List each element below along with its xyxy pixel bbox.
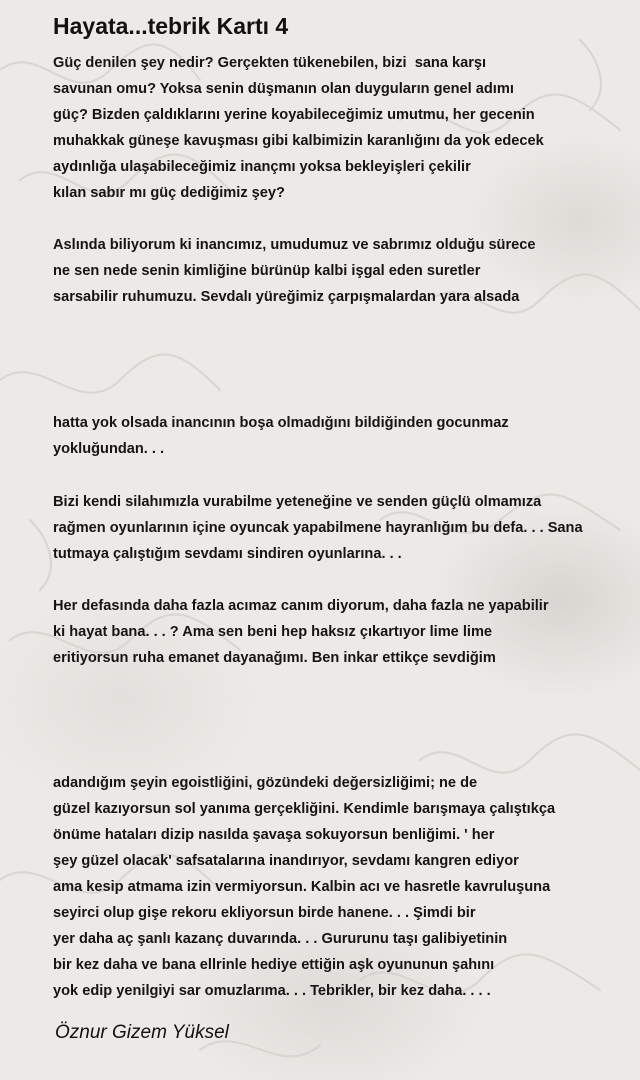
poem-line: güç? Bizden çaldıklarını yerine koyabileceğimiz umutmu, her gecenin bbox=[53, 107, 535, 123]
poem-line: yer daha aç şanlı kazanç duvarında. . . Gururunu taşı galibiyetinin bbox=[53, 931, 508, 947]
poem-line: sarsabilir ruhumuzu. Sevdalı yüreğimiz çarpışmalardan yara alsada bbox=[53, 289, 520, 305]
poem-line: ne sen nede senin kimliğine bürünüp kalbi işgal eden suretler bbox=[53, 263, 481, 279]
poem-line: savunan omu? Yoksa senin düşmanın olan duyguların genel adımı bbox=[53, 81, 514, 97]
poem-line: yok edip yenilgiyi sar omuzlarıma. . . Tebrikler, bir kez daha. . . . bbox=[53, 983, 491, 999]
poem-line: ki hayat bana. . . ? Ama sen beni hep haksız çıkartıyor lime lime bbox=[53, 624, 493, 640]
poem-line: aydınlığa ulaşabileceğimiz inançmı yoksa bekleyişleri çekilir bbox=[53, 159, 471, 175]
poem-line: bir kez daha ve bana ellrinle hediye ettiğin aşk oyununun şahını bbox=[53, 957, 495, 973]
poem-line: Aslında biliyorum ki inancımız, umudumuz ve sabrımız olduğu sürece bbox=[53, 237, 536, 253]
poem-line: tutmaya çalıştığım sevdamı sindiren oyunlarına. . . bbox=[53, 546, 402, 562]
poem-line: Bizi kendi silahımızla vurabilme yeteneğine ve senden güçlü olmamıza bbox=[53, 494, 542, 510]
poem-line: seyirci olup gişe rekoru ekliyorsun birde hanene. . . Şimdi bir bbox=[53, 905, 476, 921]
poem-line: muhakkak güneşe kavuşması gibi kalbimizin karanlığını da yok edecek bbox=[53, 133, 544, 149]
poem-line: Güç denilen şey nedir? Gerçekten tükenebilen, bizi sana karşı bbox=[53, 55, 487, 71]
poem-line: ama kesip atmama izin vermiyorsun. Kalbin acı ve hasretle kavruluşuna bbox=[53, 879, 551, 895]
poem-line: yokluğundan. . . bbox=[53, 441, 165, 457]
poem-line: önüme hataları dizip nasılda şavaşa sokuyorsun benliğimi. ' her bbox=[53, 827, 495, 843]
poem-line: hatta yok olsada inancının boşa olmadığını bildiğinden gocunmaz bbox=[53, 415, 509, 431]
poem-line: rağmen oyunlarının içine oyuncak yapabilmene hayranlığım bu defa. . . Sana bbox=[53, 520, 583, 536]
poem-line: eritiyorsun ruha emanet dayanağımı. Ben inkar ettikçe sevdiğim bbox=[53, 650, 496, 666]
poem-line: kılan sabır mı güç dediğimiz şey? bbox=[53, 185, 285, 201]
poem-line: adandığım şeyin egoistliğini, gözündeki değersizliğimi; ne de bbox=[53, 775, 478, 791]
poem-line: güzel kazıyorsun sol yanıma gerçekliğini. Kendimle barışmaya çalıştıkça bbox=[53, 801, 556, 817]
poem-title: Hayata...tebrik Kartı 4 bbox=[53, 13, 289, 39]
poem-line: Her defasında daha fazla acımaz canım diyorum, daha fazla ne yapabilir bbox=[53, 598, 549, 614]
poem-line: şey güzel olacak' safsatalarına inandırıyor, sevdamı kangren ediyor bbox=[53, 853, 519, 869]
author-signature: Öznur Gizem Yüksel bbox=[55, 1022, 229, 1043]
